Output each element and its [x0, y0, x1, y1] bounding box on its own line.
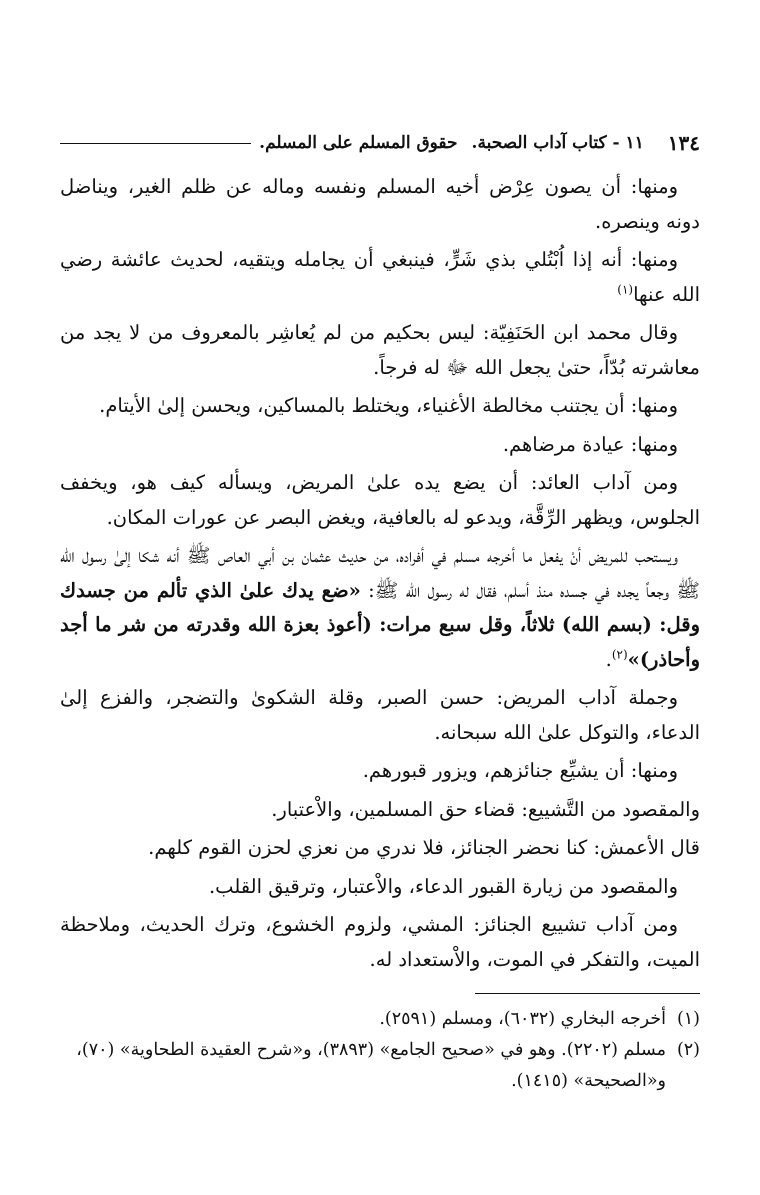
paragraph-end: .: [605, 647, 612, 671]
footnote-text: أخرجه البخاري (٦٠٣٢)، ومسلم (٢٥٩١).: [379, 1009, 666, 1029]
footnote-2: [60, 1035, 700, 1097]
paragraph: وجملة آداب المريض: حسن الصبر، وقلة الشكوىٰ والتضجر، والفزع إلىٰ الدعاء، والتوكل علىٰ الله سبحانه.: [60, 686, 700, 744]
paragraph: قال الأعمش: كنا نحضر الجنائز، فلا ندري من نعزي لحزن القوم كلهم.: [148, 836, 700, 859]
footnotes: [60, 1004, 700, 1097]
chapter-title: ١١ - كتاب آداب الصحبة.: [471, 133, 644, 153]
paragraph: ومنها: أن يصون عِرْض أخيه المسلم ونفسه وماله عن ظلم الغير، ويناضل دونه وينصره.: [60, 175, 700, 233]
hadith-quote: «ضع يدك علىٰ الذي تألم من جسدك وقل: (بسم الله) ثلاثاً، وقل سبع مرات: (أعوذ بعزة الله وقدرته من شر ما أجد وأحاذر)»: [60, 578, 700, 671]
footnote-number: (١): [676, 1009, 700, 1029]
footnote-number: (٢): [676, 1040, 700, 1060]
footnote-ref-1[interactable]: (١): [617, 282, 634, 296]
paragraph: ومنها: عيادة مرضاهم.: [502, 432, 678, 456]
paragraph: وقال محمد ابن الحَنَفِيّة: ليس بحكيم من لم يُعاشِر بالمعروف من لا يجد من معاشرته بُدّاً، حتىٰ يجعل الله ﷻ له فرجاً.: [60, 321, 700, 379]
paragraph: ومن آداب تشييع الجنائز: المشي، ولزوم الخشوع، وترك الحديث، وملاحظة الميت، والتفكر في الموت، والاْستعداد له.: [60, 913, 700, 971]
paragraph-text: ويستحب للمريض أنْ يفعل ما أخرجه مسلم في أفراده، من حديث عثمان بن أبي العاص ﷺ أنه شكا إلىٰ رسول الله ﷺ وجعاً يجده في جسده منذ أسلم، فقال له رسول الله ﷺ:: [60, 544, 700, 602]
paragraph: [60, 243, 700, 312]
main-text: [60, 170, 700, 977]
footnote-text: مسلم (٢٢٠٢). وهو في «صحيح الجامع» (٣٨٩٣)، و«شرح العقيدة الطحاوية» (٧٠)، و«الصحيحة» (١٤١٥).: [76, 1040, 666, 1091]
paragraph: ومنها: أن يجتنب مخالطة الأغنياء، ويختلط بالمساكين، ويحسن إلىٰ الأيتام.: [99, 394, 678, 417]
footnote-ref-2[interactable]: (٢): [611, 647, 628, 661]
paragraph: ومن آداب العائد: أن يضع يده علىٰ المريض، ويسأله كيف هو، ويخفف الجلوس، ويظهر الرِّقَّة، ويدعو له بالعافية، ويغض البصر عن عورات المكان.: [60, 471, 700, 529]
paragraph: والمقصود من التَّشييع: قضاء حق المسلمين، والاْعتبار.: [271, 797, 700, 821]
section-title: حقوق المسلم على المسلم.: [259, 133, 458, 153]
paragraph: والمقصود من زيارة القبور الدعاء، والاْعتبار، وترقيق القلب.: [208, 874, 678, 898]
paragraph: [60, 539, 700, 677]
page-number: ١٣٤: [667, 131, 700, 155]
book-page: [60, 124, 700, 1097]
header-rule: [60, 143, 251, 144]
paragraph-text: ومنها: أنه إذا اُبْتُلي بذي شَرٍّ، فينبغي أن يجامله ويتقيه، لحديث عائشة رضي الله عنها: [60, 248, 700, 306]
running-header: [60, 124, 700, 162]
paragraph: ومنها: أن يشيِّع جنائزهم، ويزور قبورهم.: [362, 759, 678, 782]
footnote-1: [60, 1004, 700, 1035]
footnote-rule: [475, 993, 700, 994]
